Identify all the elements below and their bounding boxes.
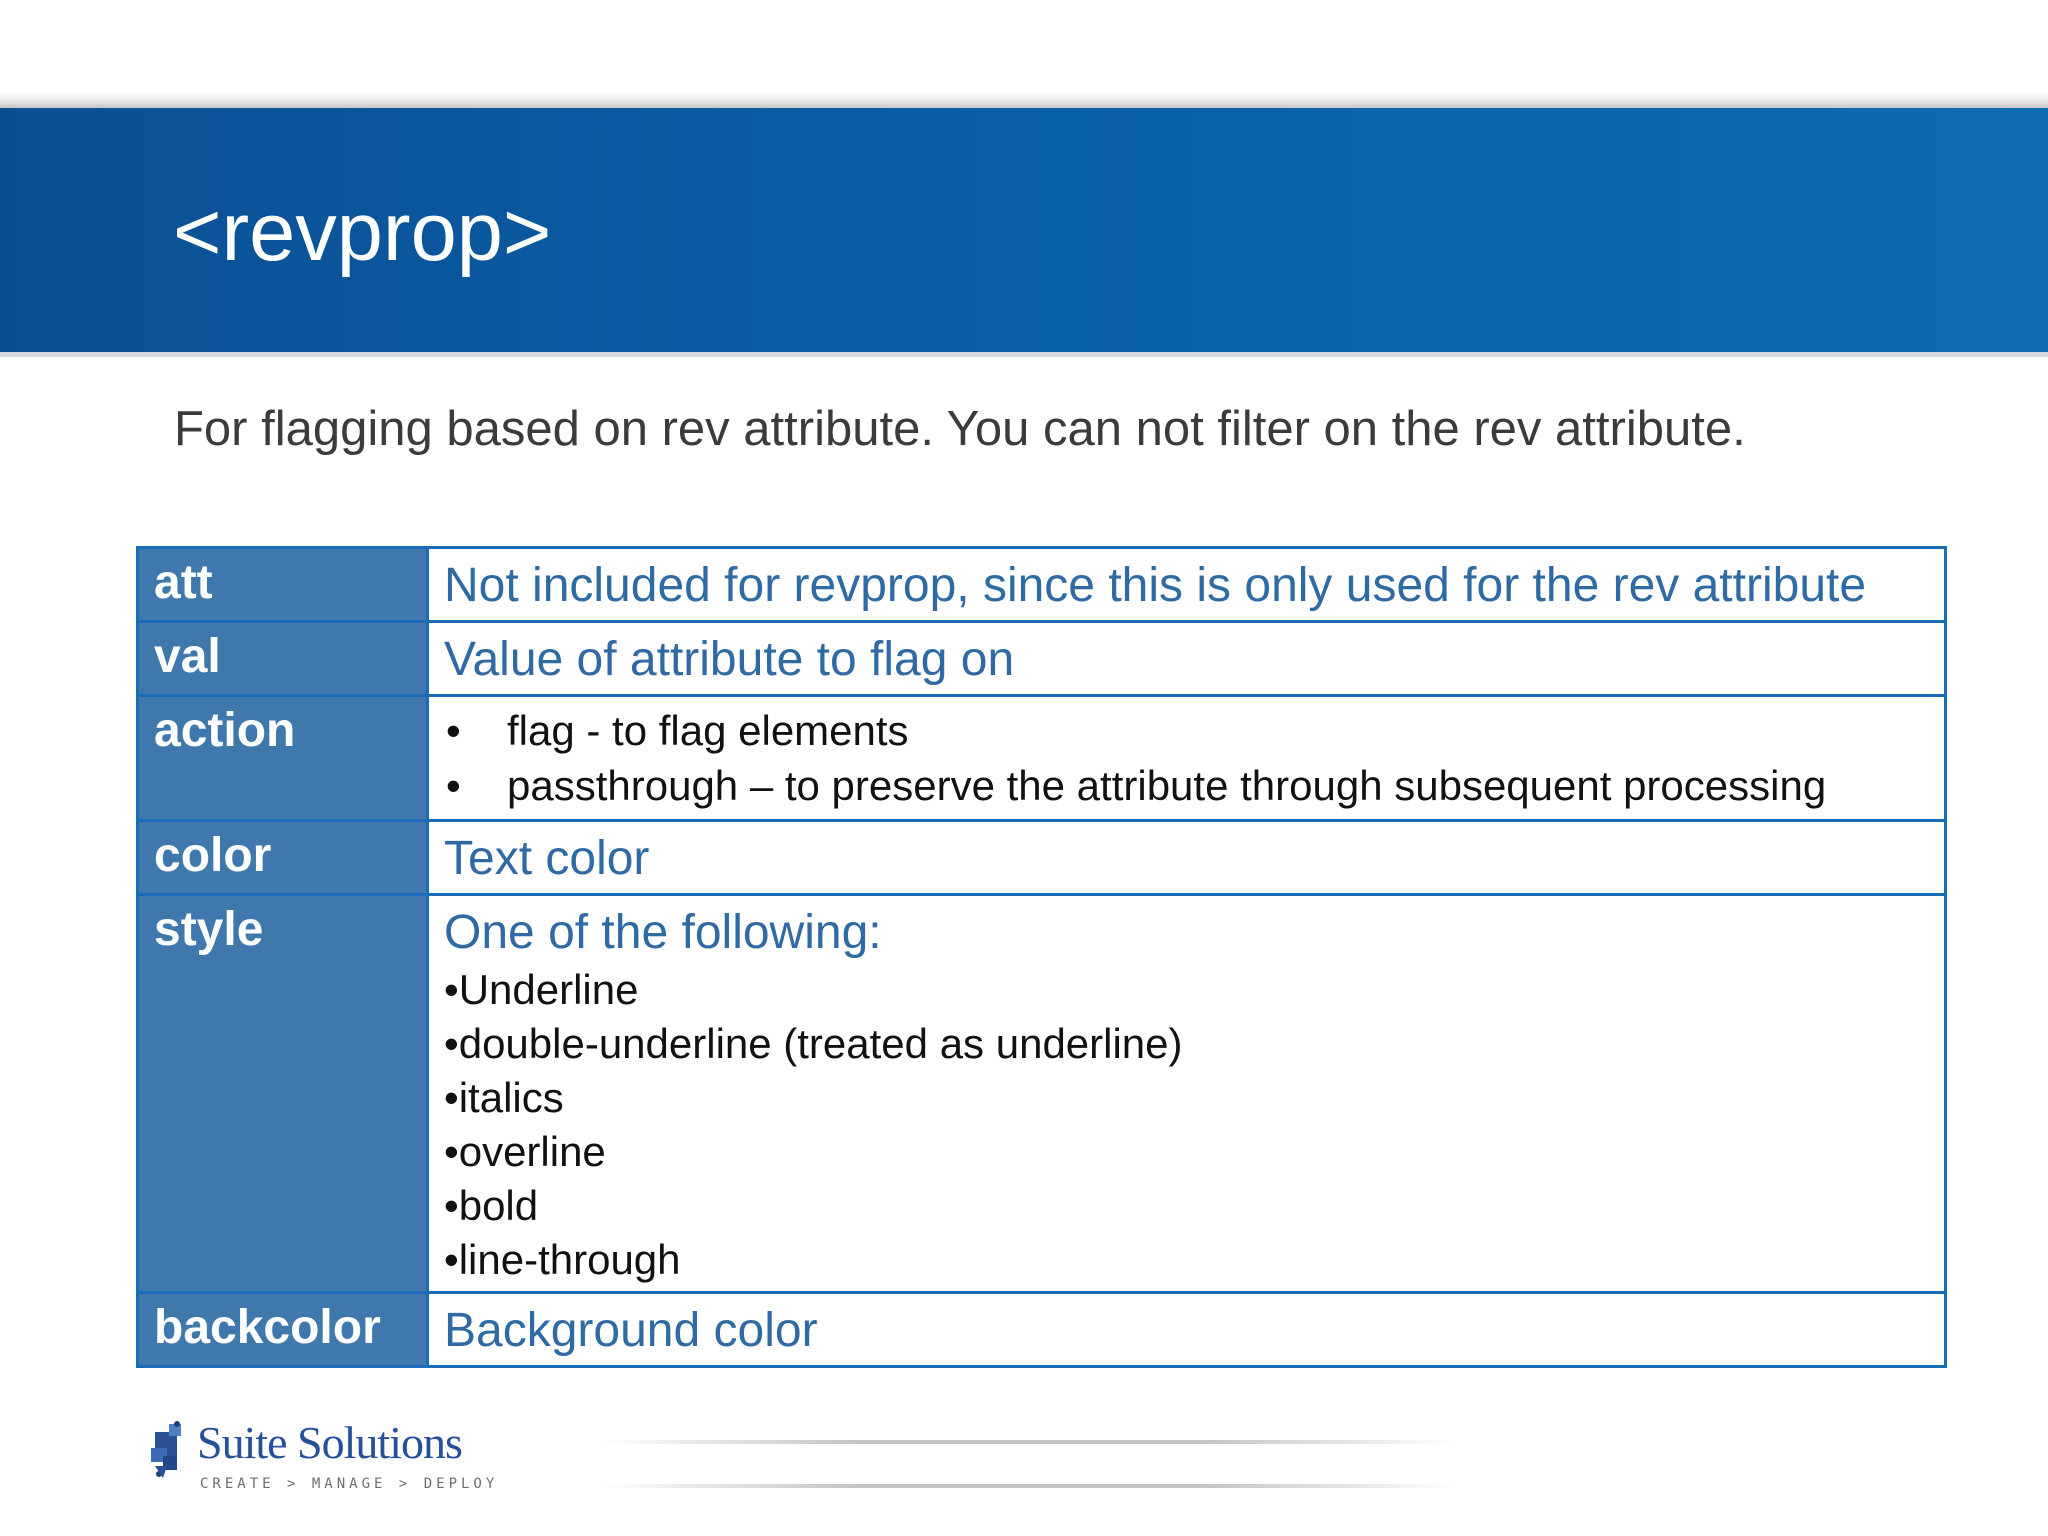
value-cell-color xyxy=(428,821,1946,895)
value-text-color: Text color xyxy=(444,832,650,885)
value-cell-action xyxy=(428,696,1946,821)
style-item-overline: •overline xyxy=(444,1128,606,1175)
footer-divider-bottom xyxy=(600,1484,1460,1488)
footer-divider-top xyxy=(600,1440,1460,1444)
slide-title: <revprop> xyxy=(173,185,552,278)
table-row-action xyxy=(138,696,1946,821)
action-item-passthrough: • passthrough – to preserve the attribute through subsequent processing xyxy=(444,758,1934,813)
header-shadow xyxy=(0,92,2048,108)
value-cell-att xyxy=(428,548,1946,622)
style-item-underline: •Underline xyxy=(444,966,639,1013)
key-cell-action: action xyxy=(138,696,428,821)
suite-solutions-logo xyxy=(147,1412,527,1502)
table-row-style xyxy=(138,895,1946,1293)
table-row-val xyxy=(138,622,1946,696)
value-text-backcolor: Background color xyxy=(444,1304,818,1357)
style-list xyxy=(444,963,1934,1287)
value-cell-style xyxy=(428,895,1946,1293)
attribute-table xyxy=(136,546,1947,1368)
logo-mark-icon xyxy=(147,1412,197,1502)
value-cell-backcolor xyxy=(428,1293,1946,1367)
style-item-bold: •bold xyxy=(444,1182,539,1229)
style-item-double-underline: •double-underline (treated as underline) xyxy=(444,1020,1183,1067)
key-cell-backcolor: backcolor xyxy=(138,1293,428,1367)
style-item-italics: •italics xyxy=(444,1074,564,1121)
action-item-flag: • flag - to flag elements xyxy=(444,703,1934,758)
slide-subtitle: For flagging based on rev attribute. You can not filter on the rev attribute. xyxy=(174,402,1746,456)
logo-tagline: CREATE > MANAGE > DEPLOY xyxy=(200,1476,499,1492)
key-cell-val: val xyxy=(138,622,428,696)
value-text-att: Not included for revprop, since this is only used for the rev attribute xyxy=(444,559,1867,612)
value-text-val: Value of attribute to flag on xyxy=(444,633,1015,686)
style-item-line-through: •line-through xyxy=(444,1236,681,1283)
action-list xyxy=(444,703,1934,813)
table-row-color xyxy=(138,821,1946,895)
logo-name: Suite Solutions xyxy=(197,1417,462,1468)
key-cell-style: style xyxy=(138,895,428,1293)
key-cell-att: att xyxy=(138,548,428,622)
table-row-att xyxy=(138,548,1946,622)
table-row-backcolor xyxy=(138,1293,1946,1367)
style-intro: One of the following: xyxy=(444,906,882,959)
value-cell-val xyxy=(428,622,1946,696)
key-cell-color: color xyxy=(138,821,428,895)
